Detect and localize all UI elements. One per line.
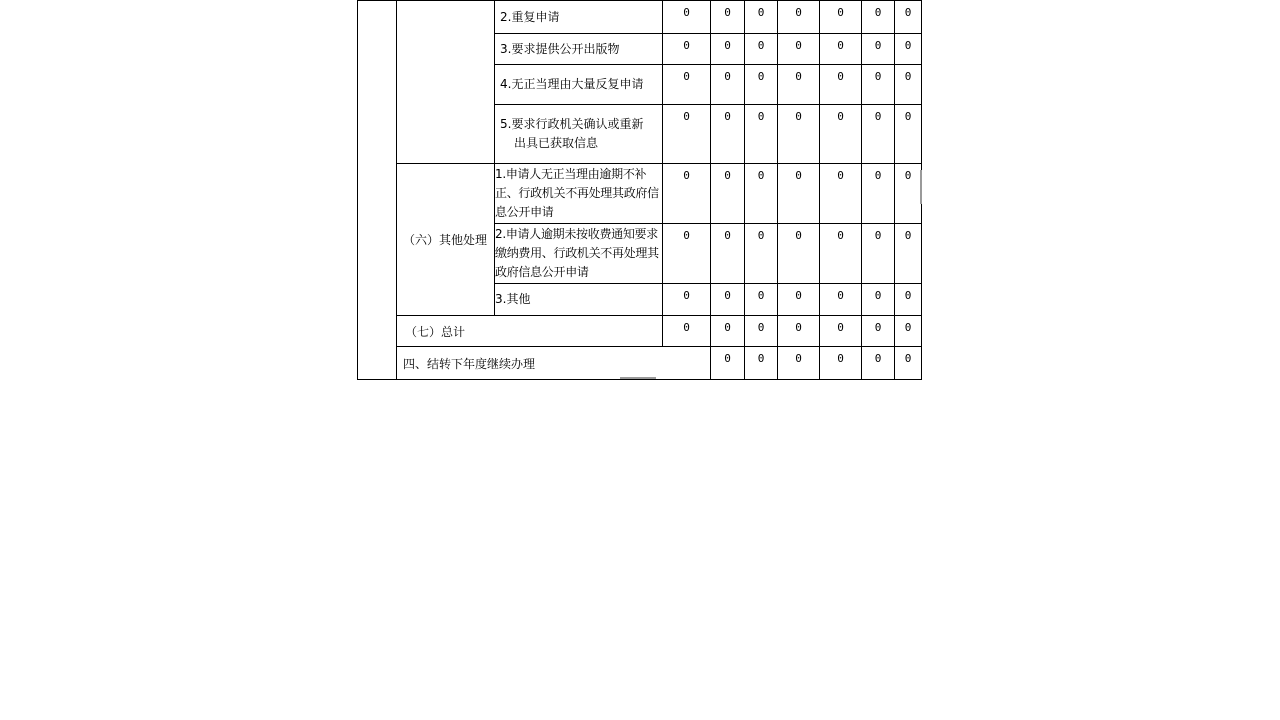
item-label: 1.申请人无正当理由逾期不补正、行政机关不再处理其政府信息公开申请 — [495, 164, 663, 224]
value-cell: 0 — [745, 105, 778, 164]
value-cell: 0 — [895, 164, 922, 224]
value-cell: 0 — [663, 65, 711, 105]
value-cell: 0 — [862, 164, 895, 224]
value-cell: 0 — [711, 164, 745, 224]
value-cell: 0 — [820, 34, 862, 65]
item-label-line: 5.要求行政机关确认或重新 — [500, 117, 644, 131]
value-cell: 0 — [711, 316, 745, 347]
value-cell: 0 — [711, 1, 745, 34]
value-cell: 0 — [711, 284, 745, 316]
value-cell: 0 — [745, 284, 778, 316]
item-label: 3.其他 — [495, 284, 663, 316]
value-cell: 0 — [663, 316, 711, 347]
value-cell: 0 — [778, 65, 820, 105]
value-cell: 0 — [820, 347, 862, 380]
value-cell: 0 — [663, 34, 711, 65]
value-cell: 0 — [862, 34, 895, 65]
scan-edge-mark — [920, 170, 922, 204]
carryover-label: 四、结转下年度继续办理 — [397, 347, 711, 380]
value-cell: 0 — [778, 164, 820, 224]
value-cell: 0 — [745, 1, 778, 34]
value-cell: 0 — [745, 65, 778, 105]
item-label: 3.要求提供公开出版物 — [495, 34, 663, 65]
table-row-total — [358, 316, 922, 347]
value-cell: 0 — [862, 347, 895, 380]
value-cell: 0 — [711, 105, 745, 164]
value-cell: 0 — [778, 224, 820, 284]
value-cell: 0 — [862, 1, 895, 34]
value-cell: 0 — [745, 164, 778, 224]
value-cell: 0 — [862, 105, 895, 164]
value-cell: 0 — [820, 164, 862, 224]
value-cell: 0 — [895, 284, 922, 316]
value-cell: 0 — [663, 1, 711, 34]
value-cell: 0 — [778, 316, 820, 347]
value-cell: 0 — [820, 65, 862, 105]
item-label — [495, 105, 663, 164]
table-row — [358, 1, 922, 34]
category-cell-prev — [397, 1, 495, 164]
value-cell: 0 — [895, 316, 922, 347]
item-label: 4.无正当理由大量反复申请 — [495, 65, 663, 105]
value-cell: 0 — [895, 224, 922, 284]
value-cell: 0 — [663, 284, 711, 316]
total-label: （七）总计 — [397, 316, 663, 347]
item-label: 2.重复申请 — [495, 1, 663, 34]
value-cell: 0 — [663, 105, 711, 164]
value-cell: 0 — [778, 347, 820, 380]
value-cell: 0 — [862, 284, 895, 316]
value-cell: 0 — [895, 1, 922, 34]
item-label-line: 出具已获取信息 — [514, 136, 599, 150]
value-cell: 0 — [820, 1, 862, 34]
report-sheet — [357, 0, 921, 377]
value-cell: 0 — [820, 224, 862, 284]
section-left-cell — [358, 1, 397, 380]
value-cell: 0 — [778, 105, 820, 164]
value-cell: 0 — [895, 65, 922, 105]
value-cell: 0 — [862, 316, 895, 347]
value-cell: 0 — [778, 34, 820, 65]
value-cell: 0 — [745, 347, 778, 380]
table-row-carryover — [358, 347, 922, 380]
government-info-disclosure-table — [357, 0, 922, 380]
value-cell: 0 — [778, 284, 820, 316]
table-row — [358, 164, 922, 224]
value-cell: 0 — [778, 1, 820, 34]
value-cell: 0 — [745, 316, 778, 347]
value-cell: 0 — [663, 164, 711, 224]
value-cell: 0 — [745, 224, 778, 284]
value-cell: 0 — [862, 65, 895, 105]
value-cell: 0 — [711, 34, 745, 65]
item-label: 2.申请人逾期未按收费通知要求缴纳费用、行政机关不再处理其政府信息公开申请 — [495, 224, 663, 284]
value-cell: 0 — [711, 347, 745, 380]
value-cell: 0 — [895, 105, 922, 164]
value-cell: 0 — [745, 34, 778, 65]
scan-edge-mark — [620, 377, 656, 379]
value-cell: 0 — [820, 105, 862, 164]
category-other: （六）其他处理 — [397, 164, 495, 316]
value-cell: 0 — [862, 224, 895, 284]
value-cell: 0 — [895, 347, 922, 380]
value-cell: 0 — [711, 224, 745, 284]
value-cell: 0 — [895, 34, 922, 65]
value-cell: 0 — [711, 65, 745, 105]
value-cell: 0 — [820, 284, 862, 316]
value-cell: 0 — [820, 316, 862, 347]
value-cell: 0 — [663, 224, 711, 284]
